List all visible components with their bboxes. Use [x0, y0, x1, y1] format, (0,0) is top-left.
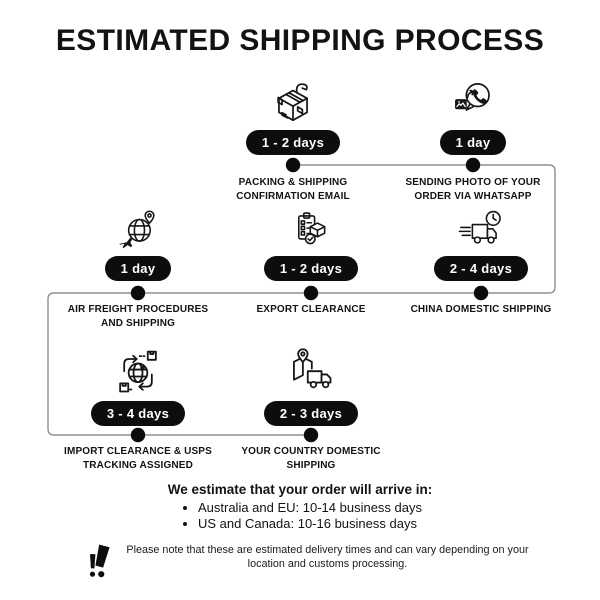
duration-badge: 1 day — [105, 256, 172, 281]
package-box-icon — [268, 76, 318, 128]
step-air-freight — [46, 210, 230, 330]
arrival-heading: We estimate that your order will arrive in: — [167, 482, 433, 497]
arrival-bullet-list — [178, 500, 422, 533]
disclaimer-note — [85, 540, 535, 580]
clipboard-package-icon — [288, 210, 334, 254]
map-pin-truck-icon — [285, 344, 337, 398]
double-exclamation-icon — [85, 540, 115, 580]
arrival-bullet-australia-eu: • Australia and EU: 10-14 business days — [198, 500, 422, 516]
arrival-bullet-us-canada: • US and Canada: 10-16 business days — [198, 516, 422, 532]
step-label: YOUR COUNTRY DOMESTIC SHIPPING — [241, 446, 381, 471]
fast-truck-clock-icon — [458, 210, 504, 254]
whatsapp-photo-icon — [448, 76, 498, 128]
step-import-clearance — [46, 344, 230, 472]
duration-badge: 2 - 3 days — [264, 401, 358, 426]
step-country-domestic-shipping — [219, 344, 403, 472]
step-label: PACKING & SHIPPING CONFIRMATION EMAIL — [236, 177, 350, 202]
page-title: ESTIMATED SHIPPING PROCESS — [55, 24, 545, 57]
disclaimer-text: Please note that these are estimated delivery times and can vary depending on your location and customs processing. — [126, 544, 529, 571]
step-export-clearance — [219, 210, 403, 317]
duration-badge: 1 - 2 days — [246, 130, 340, 155]
globe-exchange-icon — [112, 344, 164, 398]
step-label: SENDING PHOTO OF YOUR ORDER VIA WHATSAPP — [405, 177, 541, 202]
arrival-estimate-section — [0, 482, 600, 533]
step-packing-shipping-email — [201, 76, 385, 203]
step-label: AIR FREIGHT PROCEDURES AND SHIPPING — [67, 304, 209, 329]
step-china-domestic-shipping — [389, 210, 573, 317]
duration-badge: 1 - 2 days — [264, 256, 358, 281]
duration-badge: 2 - 4 days — [434, 256, 528, 281]
step-whatsapp-photo — [381, 76, 565, 203]
step-label: IMPORT CLEARANCE & USPS TRACKING ASSIGNED — [64, 446, 212, 471]
duration-badge: 1 day — [440, 130, 507, 155]
step-label: EXPORT CLEARANCE — [256, 304, 366, 315]
globe-airplane-icon — [115, 210, 161, 254]
step-label: CHINA DOMESTIC SHIPPING — [410, 304, 552, 315]
duration-badge: 3 - 4 days — [91, 401, 185, 426]
